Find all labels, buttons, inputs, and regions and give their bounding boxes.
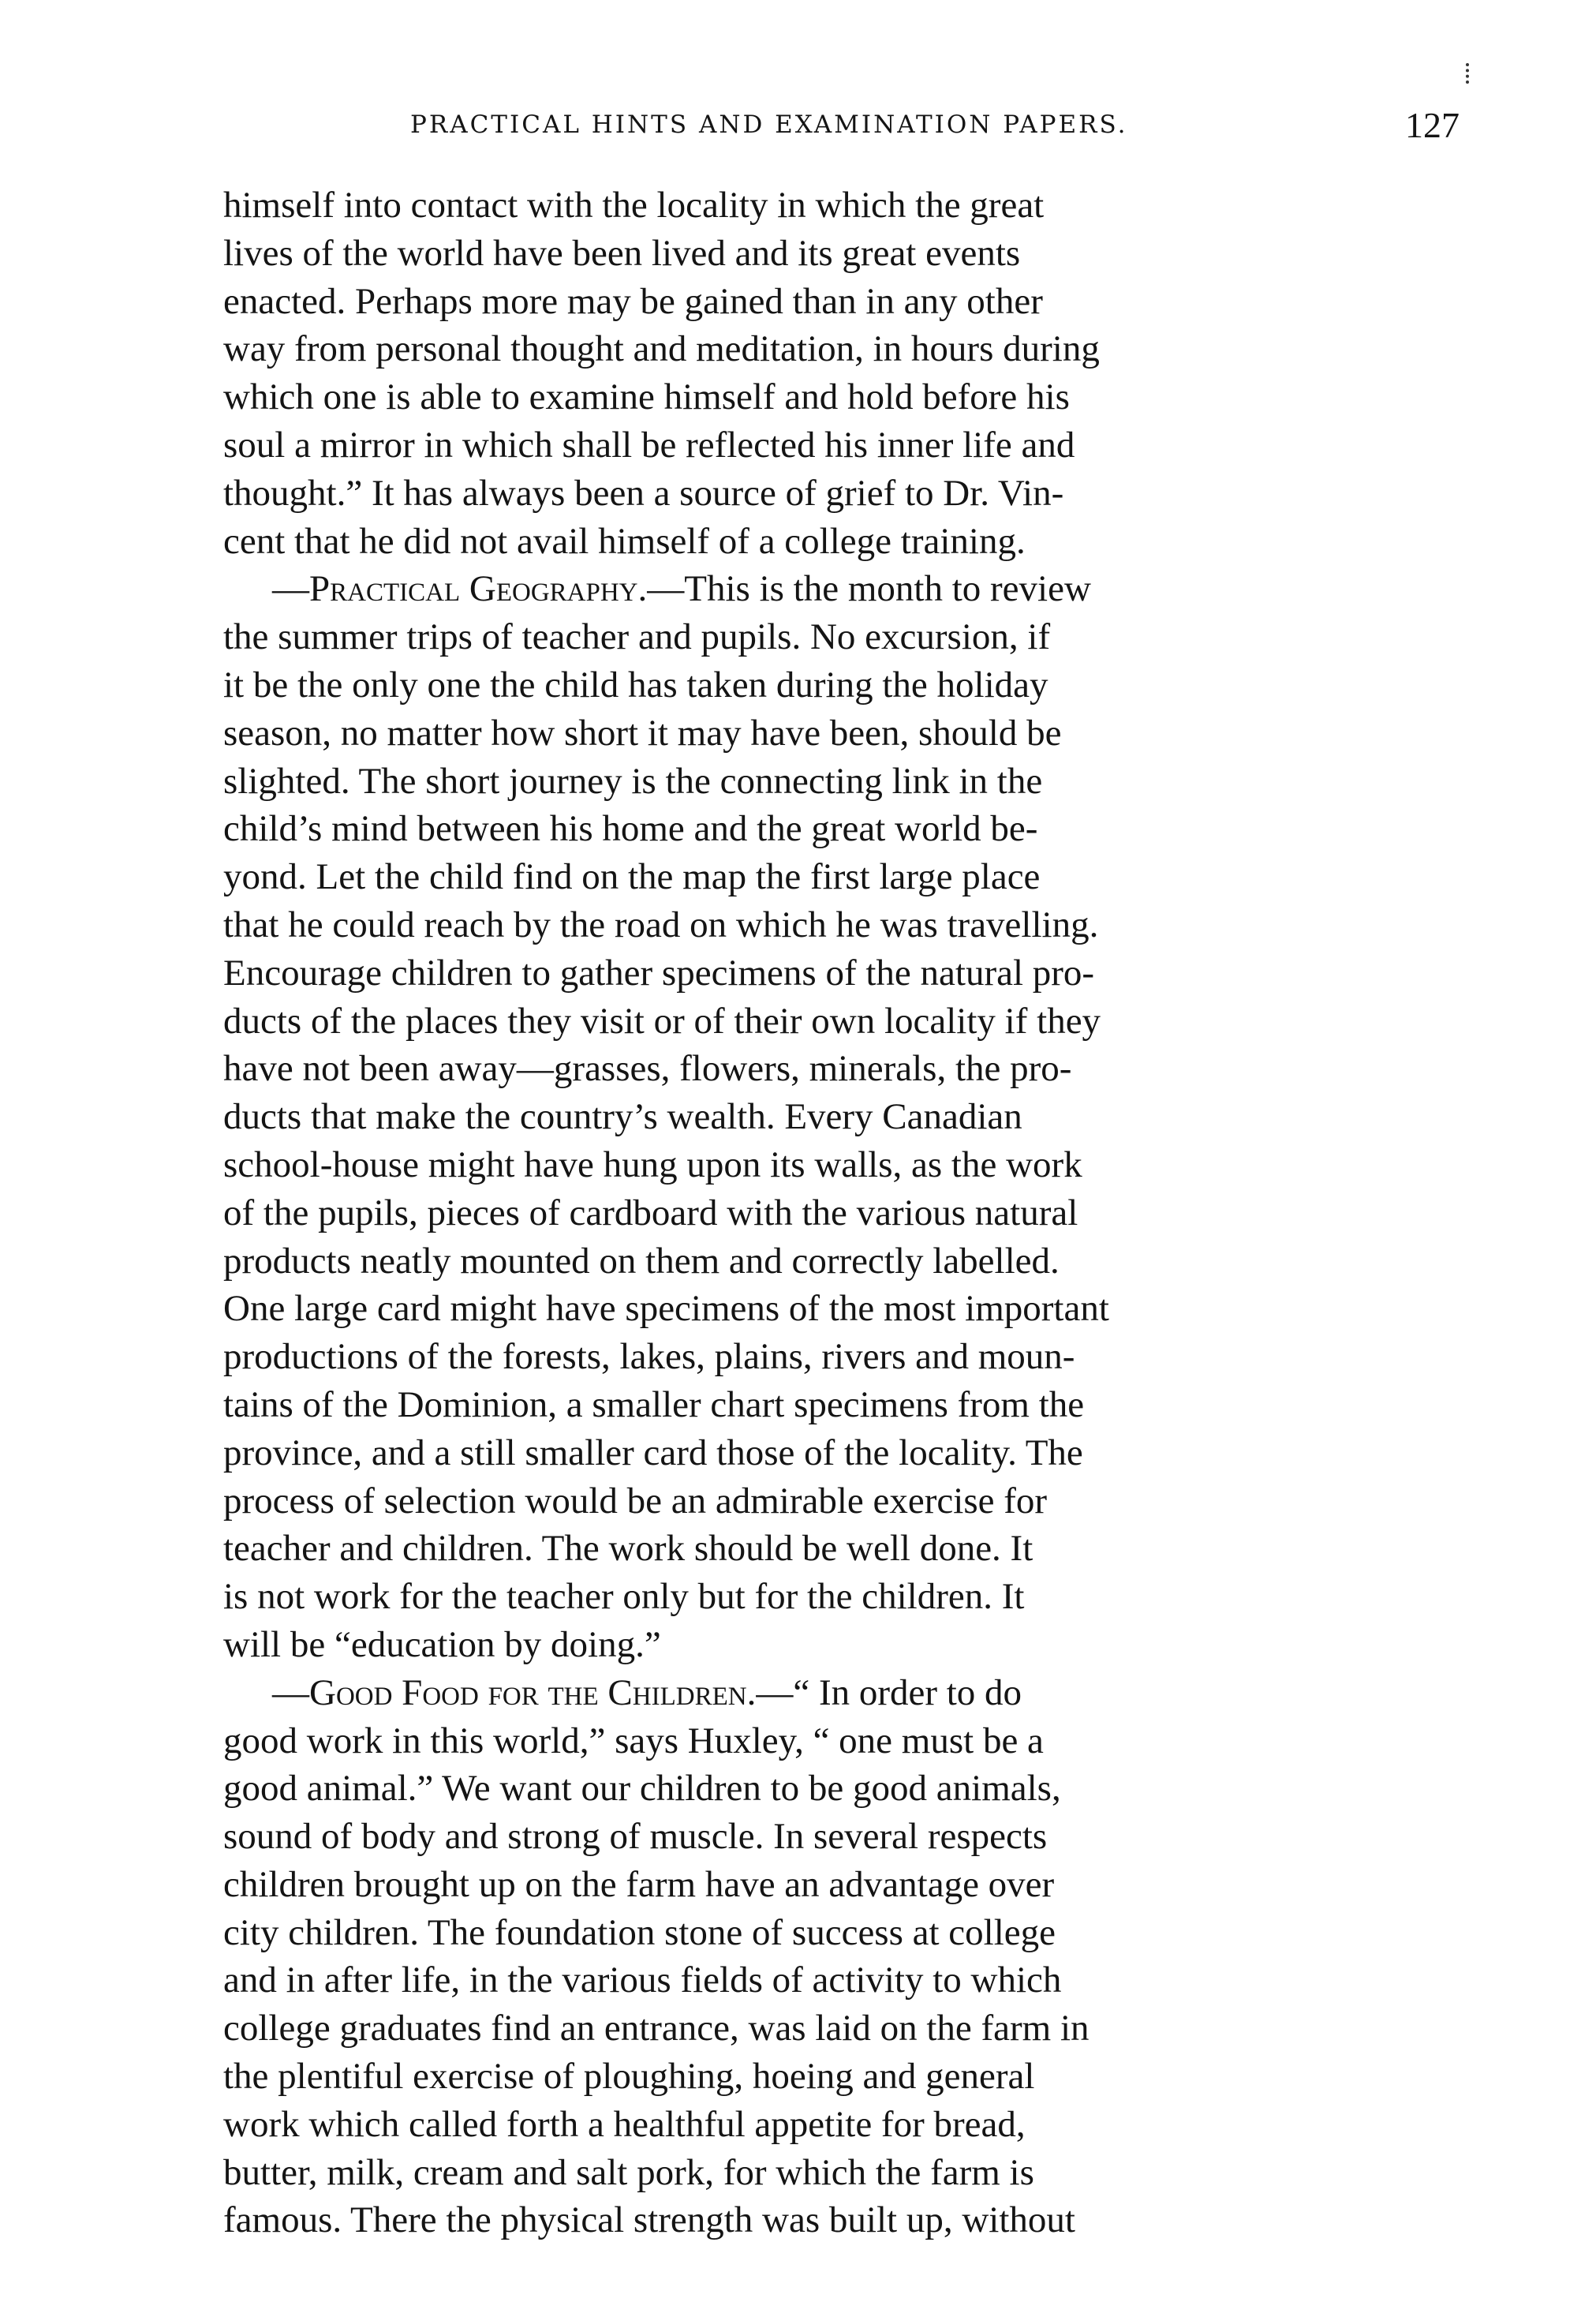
text-line: teacher and children. The work should be well done. It [223, 1528, 1033, 1570]
text-line: that he could reach by the road on which he was travelling. [223, 904, 1099, 945]
page-number: 127 [1405, 105, 1460, 145]
section-heading-practical-geography: —Practical Geography. [272, 568, 648, 610]
text-line: it be the only one the child has taken during the holiday [223, 664, 1048, 706]
text-line: Encourage children to gather specimens of the natural pro- [223, 952, 1095, 994]
margin-mark [1466, 63, 1474, 84]
text-line: child’s mind between his home and the great world be- [223, 808, 1038, 850]
text-line: enacted. Perhaps more may be gained than in any other [223, 280, 1043, 322]
section-heading-line [223, 1669, 1460, 1717]
text-line: lives of the world have been lived and its great events [223, 232, 1021, 274]
text-line: work which called forth a healthful appetite for bread, [223, 2103, 1026, 2145]
text-line: is not work for the teacher only but for the children. It [223, 1576, 1025, 1618]
running-title: PRACTICAL HINTS AND EXAMINATION PAPERS. [410, 110, 1128, 139]
text-line: good work in this world,” says Huxley, “ one must be a [223, 1720, 1044, 1761]
text-line: sound of body and strong of muscle. In several respects [223, 1816, 1048, 1858]
text-line: will be “education by doing.” [223, 1623, 661, 1665]
text-line: ducts of the places they visit or of their own locality if they [223, 1000, 1101, 1042]
text-line: and in after life, in the various fields of activity to which [223, 1960, 1062, 2001]
text-line: cent that he did not avail himself of a college training. [223, 520, 1026, 562]
text-line: children brought up on the farm have an advantage over [223, 1863, 1055, 1905]
text-line: province, and a still smaller card those of the locality. The [223, 1432, 1083, 1473]
text-line: ducts that make the country’s wealth. Every Canadian [223, 1096, 1022, 1138]
text-line: One large card might have specimens of the most important [223, 1288, 1109, 1330]
text-line: of the pupils, pieces of cardboard with the various natural [223, 1192, 1078, 1233]
text-line: products neatly mounted on them and correctly labelled. [223, 1240, 1060, 1282]
text-line: thought.” It has always been a source of grief to Dr. Vin- [223, 472, 1064, 514]
body-text [223, 182, 1460, 2244]
text-line: season, no matter how short it may have been, should be [223, 712, 1062, 754]
section-opening-text: —This is the month to review [647, 568, 1091, 610]
text-line: which one is able to examine himself and hold before his [223, 376, 1070, 418]
text-line: the plentiful exercise of ploughing, hoeing and general [223, 2056, 1035, 2098]
section-heading-good-food: —Good Food for the Children. [272, 1671, 757, 1713]
text-line: himself into contact with the locality in which the great [223, 185, 1045, 226]
text-line: way from personal thought and meditation, in hours during [223, 328, 1100, 370]
text-line: the summer trips of teacher and pupils. No excursion, if [223, 616, 1051, 658]
text-line: college graduates find an entrance, was laid on the farm in [223, 2008, 1090, 2049]
text-line: school-house might have hung upon its walls, as the work [223, 1144, 1082, 1185]
text-line: famous. There the physical strength was built up, without [223, 2199, 1075, 2241]
text-line: butter, milk, cream and salt pork, for which the farm is [223, 2151, 1034, 2193]
running-head [0, 105, 1460, 158]
text-line: soul a mirror in which shall be reflected his inner life and [223, 424, 1075, 466]
text-line: have not been away—grasses, flowers, minerals, the pro- [223, 1048, 1072, 1090]
text-line: yond. Let the child find on the map the first large place [223, 856, 1041, 898]
text-line: slighted. The short journey is the connecting link in the [223, 760, 1043, 802]
text-line: good animal.” We want our children to be good animals, [223, 1768, 1061, 1810]
text-line: productions of the forests, lakes, plains, rivers and moun- [223, 1336, 1075, 1378]
text-line: tains of the Dominion, a smaller chart specimens from the [223, 1383, 1085, 1425]
section-opening-text: —“ In order to do [756, 1671, 1022, 1713]
text-line: process of selection would be an admirable exercise for [223, 1480, 1048, 1522]
text-line: city children. The foundation stone of success at college [223, 1911, 1056, 1953]
section-heading-line [223, 565, 1460, 613]
